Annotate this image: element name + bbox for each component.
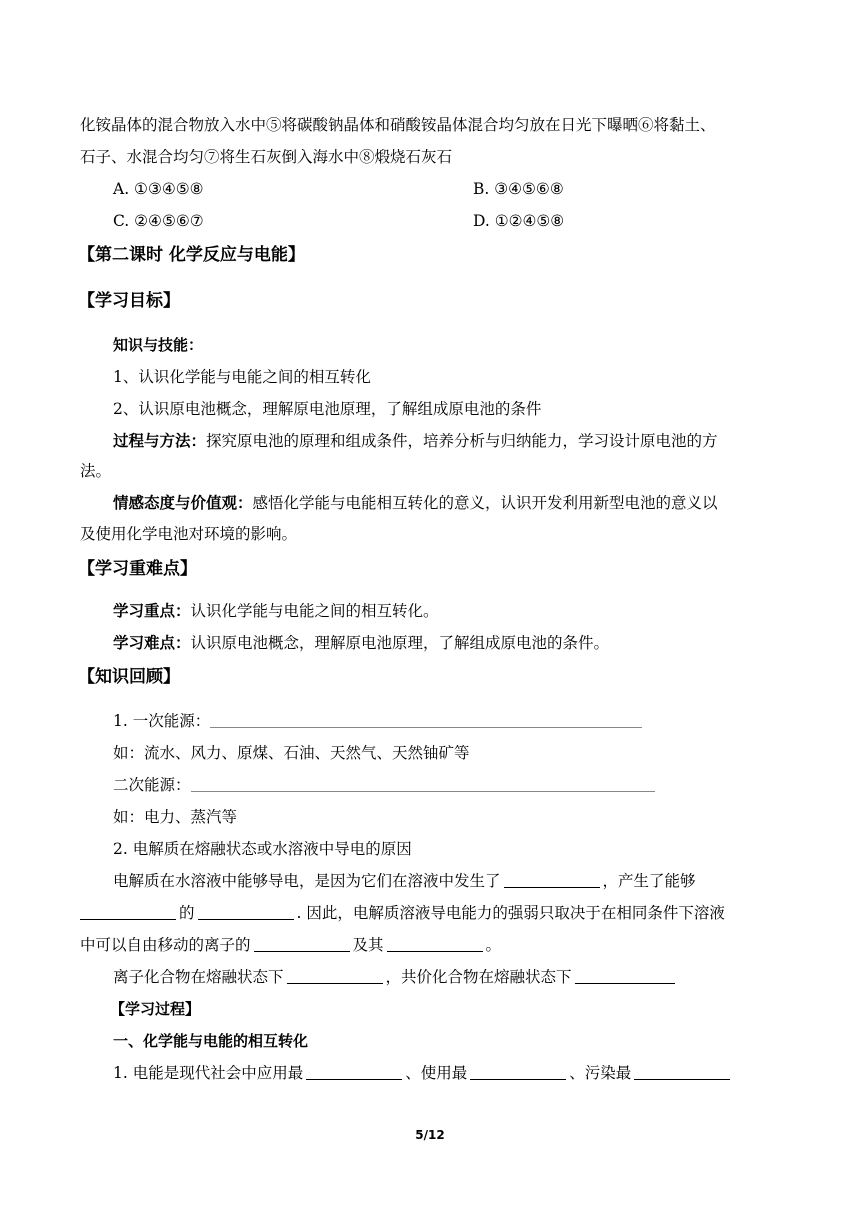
answer-blank[interactable] <box>80 903 176 920</box>
process-method-label: 过程与方法： <box>113 432 207 450</box>
review-text: 及其 <box>352 936 384 954</box>
process-text: 、污染最 <box>569 1064 632 1082</box>
process-text: 1. 电能是现代社会中应用最 <box>113 1064 304 1082</box>
options-row-1 <box>113 178 780 200</box>
focus-text: 认识化学能与电能之间的相互转化。 <box>190 602 439 620</box>
objectives-heading: 【学习目标】 <box>78 291 180 311</box>
primary-energy-example: 如：流水、风力、原煤、石油、天然气、天然铀矿等 <box>113 744 470 762</box>
primary-energy-line <box>113 710 780 732</box>
option-b: B. ③④⑤⑥⑧ <box>473 180 564 198</box>
difficulty-label: 学习难点： <box>113 634 191 652</box>
learning-process-heading: 【学习过程】 <box>110 1000 201 1018</box>
options-row-2 <box>113 210 780 232</box>
attitude-line <box>113 492 780 514</box>
review-text: ，共价化合物在熔融状态下 <box>385 968 572 986</box>
review-text: ，产生了能够 <box>602 872 696 890</box>
review-text: 中可以自由移动的离子的 <box>80 936 251 954</box>
answer-blank[interactable] <box>634 1063 730 1080</box>
answer-blank[interactable] <box>387 935 483 952</box>
review-item-2: 2. 电解质在熔融状态或水溶液中导电的原因 <box>113 840 412 858</box>
focus-line <box>113 600 780 622</box>
primary-energy-answer-line[interactable] <box>210 711 642 728</box>
question-text-line-1: 化铵晶体的混合物放入水中⑤将碳酸钠晶体和硝酸铵晶体混合均匀放在日光下曝晒⑥将黏土、 <box>80 116 716 134</box>
answer-blank[interactable] <box>575 967 675 984</box>
page-number: 5/12 <box>415 1128 445 1142</box>
process-method-cont: 法。 <box>80 462 112 480</box>
key-points-heading: 【学习重难点】 <box>78 559 197 579</box>
review-text: 。 <box>485 936 502 954</box>
review-paragraph-line-2 <box>80 902 780 924</box>
option-d: D. ①②④⑤⑧ <box>473 212 565 230</box>
option-c: C. ②④⑤⑥⑦ <box>113 212 204 230</box>
focus-label: 学习重点： <box>113 602 191 620</box>
option-a: A. ①③④⑤⑧ <box>113 180 204 198</box>
review-paragraph-line-1 <box>113 870 780 892</box>
review-paragraph-line-3 <box>80 934 780 956</box>
secondary-energy-label: 二次能源： <box>113 776 191 794</box>
attitude-label: 情感态度与价值观： <box>113 494 253 512</box>
answer-blank[interactable] <box>470 1063 566 1080</box>
process-method-text: 探究原电池的原理和组成条件，培养分析与归纳能力，学习设计原电池的方 <box>206 432 718 450</box>
difficulty-text: 认识原电池概念，理解原电池原理，了解组成原电池的条件。 <box>190 634 610 652</box>
secondary-energy-answer-line[interactable] <box>191 775 655 792</box>
primary-energy-label: 1. 一次能源： <box>113 712 211 730</box>
attitude-text: 感悟化学能与电能相互转化的意义，认识开发利用新型电池的意义以 <box>252 494 718 512</box>
attitude-cont: 及使用化学电池对环境的影响。 <box>80 525 298 543</box>
answer-blank[interactable] <box>287 967 383 984</box>
secondary-energy-example: 如：电力、蒸汽等 <box>113 808 238 826</box>
answer-blank[interactable] <box>198 903 294 920</box>
answer-blank[interactable] <box>306 1063 402 1080</box>
secondary-energy-line <box>113 774 780 796</box>
answer-blank[interactable] <box>504 871 600 888</box>
review-text: . 因此，电解质溶液导电能力的强弱只取决于在相同条件下溶液 <box>296 904 725 922</box>
objective-item-1: 1、认识化学能与电能之间的相互转化 <box>113 368 371 386</box>
process-method-line <box>113 430 780 452</box>
answer-blank[interactable] <box>254 935 350 952</box>
process-question-1 <box>113 1062 780 1084</box>
process-text: 、使用最 <box>405 1064 468 1082</box>
objective-item-2: 2、认识原电池概念，理解原电池原理，了解组成原电池的条件 <box>113 400 542 418</box>
review-text: 的 <box>179 904 195 922</box>
lesson-title: 【第二课时 化学反应与电能】 <box>78 245 305 265</box>
difficulty-line <box>113 632 780 654</box>
review-text: 离子化合物在熔融状态下 <box>113 968 284 986</box>
review-text: 电解质在水溶液中能够导电，是因为它们在溶液中发生了 <box>113 872 501 890</box>
knowledge-label: 知识与技能： <box>113 336 204 354</box>
section-1-heading: 一、化学能与电能的相互转化 <box>113 1032 309 1050</box>
review-paragraph-line-4 <box>113 966 780 988</box>
review-heading: 【知识回顾】 <box>78 667 180 687</box>
question-text-line-2: 石子、水混合均匀⑦将生石灰倒入海水中⑧煅烧石灰石 <box>80 148 453 166</box>
